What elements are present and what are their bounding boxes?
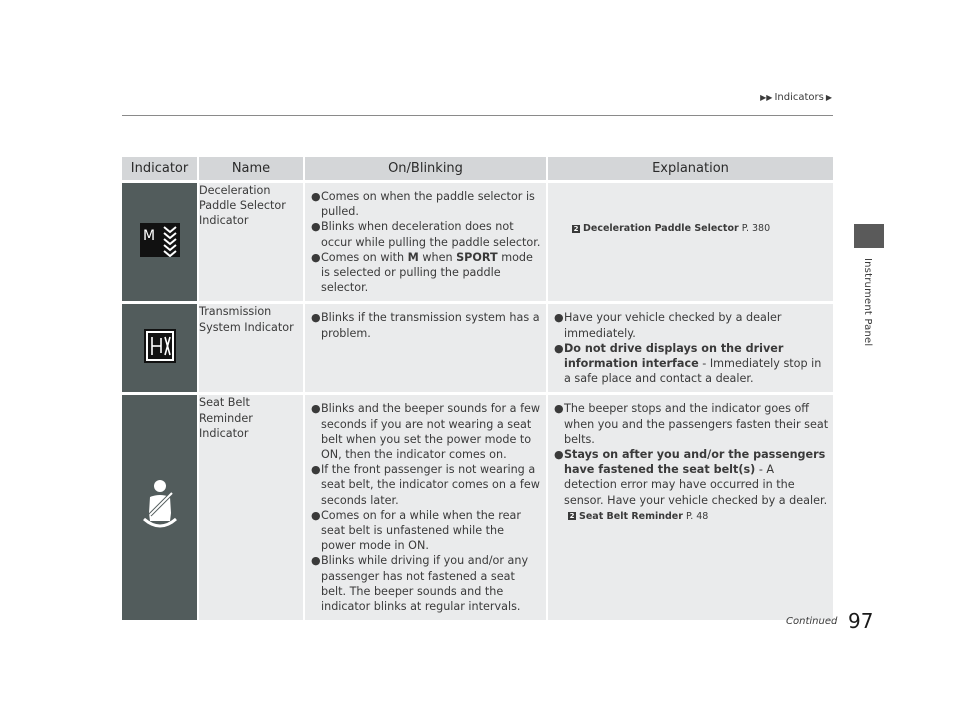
table-row [122, 392, 833, 620]
section-label: Instrument Panel [862, 258, 873, 347]
breadcrumb-label: Indicators [774, 92, 824, 103]
explanation-cell [548, 301, 833, 392]
table-row [122, 301, 833, 392]
on-blinking-cell [305, 392, 548, 620]
triangle-right-icon: ▶ [825, 93, 832, 102]
indicator-name: Seat Belt Reminder Indicator [199, 392, 305, 620]
explanation-cell [548, 392, 833, 620]
page-number: 97 [848, 609, 874, 633]
on-blinking-cell [305, 180, 548, 301]
list-item: ● Stays on after you and/or the passengers have fastened the seat belt(s) - A detection error may have occurred in the sensor. Have your vehicle checked by a dealer. [554, 448, 828, 507]
on-blinking-cell [305, 301, 548, 392]
indicator-name: Transmission System Indicator [199, 301, 305, 392]
page-reference[interactable]: 2 Seat Belt Reminder P. 48 [569, 510, 709, 522]
list-item: ● Blinks and the beeper sounds for a few seconds if you are not wearing a seat belt when you set the power mode to ON, then the indicator comes on. [311, 402, 541, 462]
list-item: ● Comes on for a while when the rear seat belt is unfastened while the power mode in ON. [311, 508, 521, 553]
list-item: ● Do not drive displays on the driver information interface - Immediately stop in a safe place and contact a dealer. [554, 341, 822, 386]
indicator-cell [122, 392, 199, 620]
list-item: ● Comes on with M when SPORT mode is selected or pulling the paddle selector. [311, 250, 533, 295]
list-item: ● Blinks while driving if you and/or any passenger has not fastened a seat belt. The beeper sounds and the indicator blinks at regular intervals. [311, 554, 529, 614]
svg-text:M: M [142, 228, 155, 245]
table-header-row [122, 157, 833, 180]
deceleration-paddle-icon [140, 223, 180, 257]
column-header: Name [199, 157, 305, 180]
list-item: ● Have your vehicle checked by a dealer immediately. [554, 311, 782, 340]
list-item: ● Blinks when deceleration does not occur while pulling the paddle selector. [311, 220, 541, 249]
breadcrumb [760, 92, 832, 103]
table-row [122, 180, 833, 301]
header-rule [122, 115, 833, 116]
indicator-table [122, 157, 833, 620]
page-reference[interactable]: 2 Deceleration Paddle Selector P. 380 [573, 223, 771, 234]
continued-label: Continued [786, 616, 838, 627]
column-header: Explanation [548, 157, 833, 180]
section-tab [854, 224, 884, 248]
indicator-cell [122, 180, 199, 301]
list-item: ● Blinks if the transmission system has a problem. [311, 311, 540, 340]
reference-icon: 2 [573, 224, 579, 233]
transmission-system-icon [144, 329, 176, 363]
reference-icon: 2 [569, 512, 575, 521]
indicator-name: Deceleration Paddle Selector Indicator [199, 180, 305, 301]
seat-belt-reminder-icon [138, 479, 182, 533]
list-item: ● The beeper stops and the indicator goes off when you and the passengers fasten their seat belts. [554, 402, 829, 446]
indicator-cell [122, 301, 199, 392]
triangle-right-icon: ▶▶ [760, 93, 773, 102]
list-item: ● If the front passenger is not wearing a seat belt, the indicator comes on a few seconds later. [311, 463, 540, 507]
column-header: Indicator [122, 157, 199, 180]
column-header: On/Blinking [305, 157, 548, 180]
explanation-cell [548, 180, 833, 301]
list-item: ● Comes on when the paddle selector is pulled. [311, 190, 535, 219]
